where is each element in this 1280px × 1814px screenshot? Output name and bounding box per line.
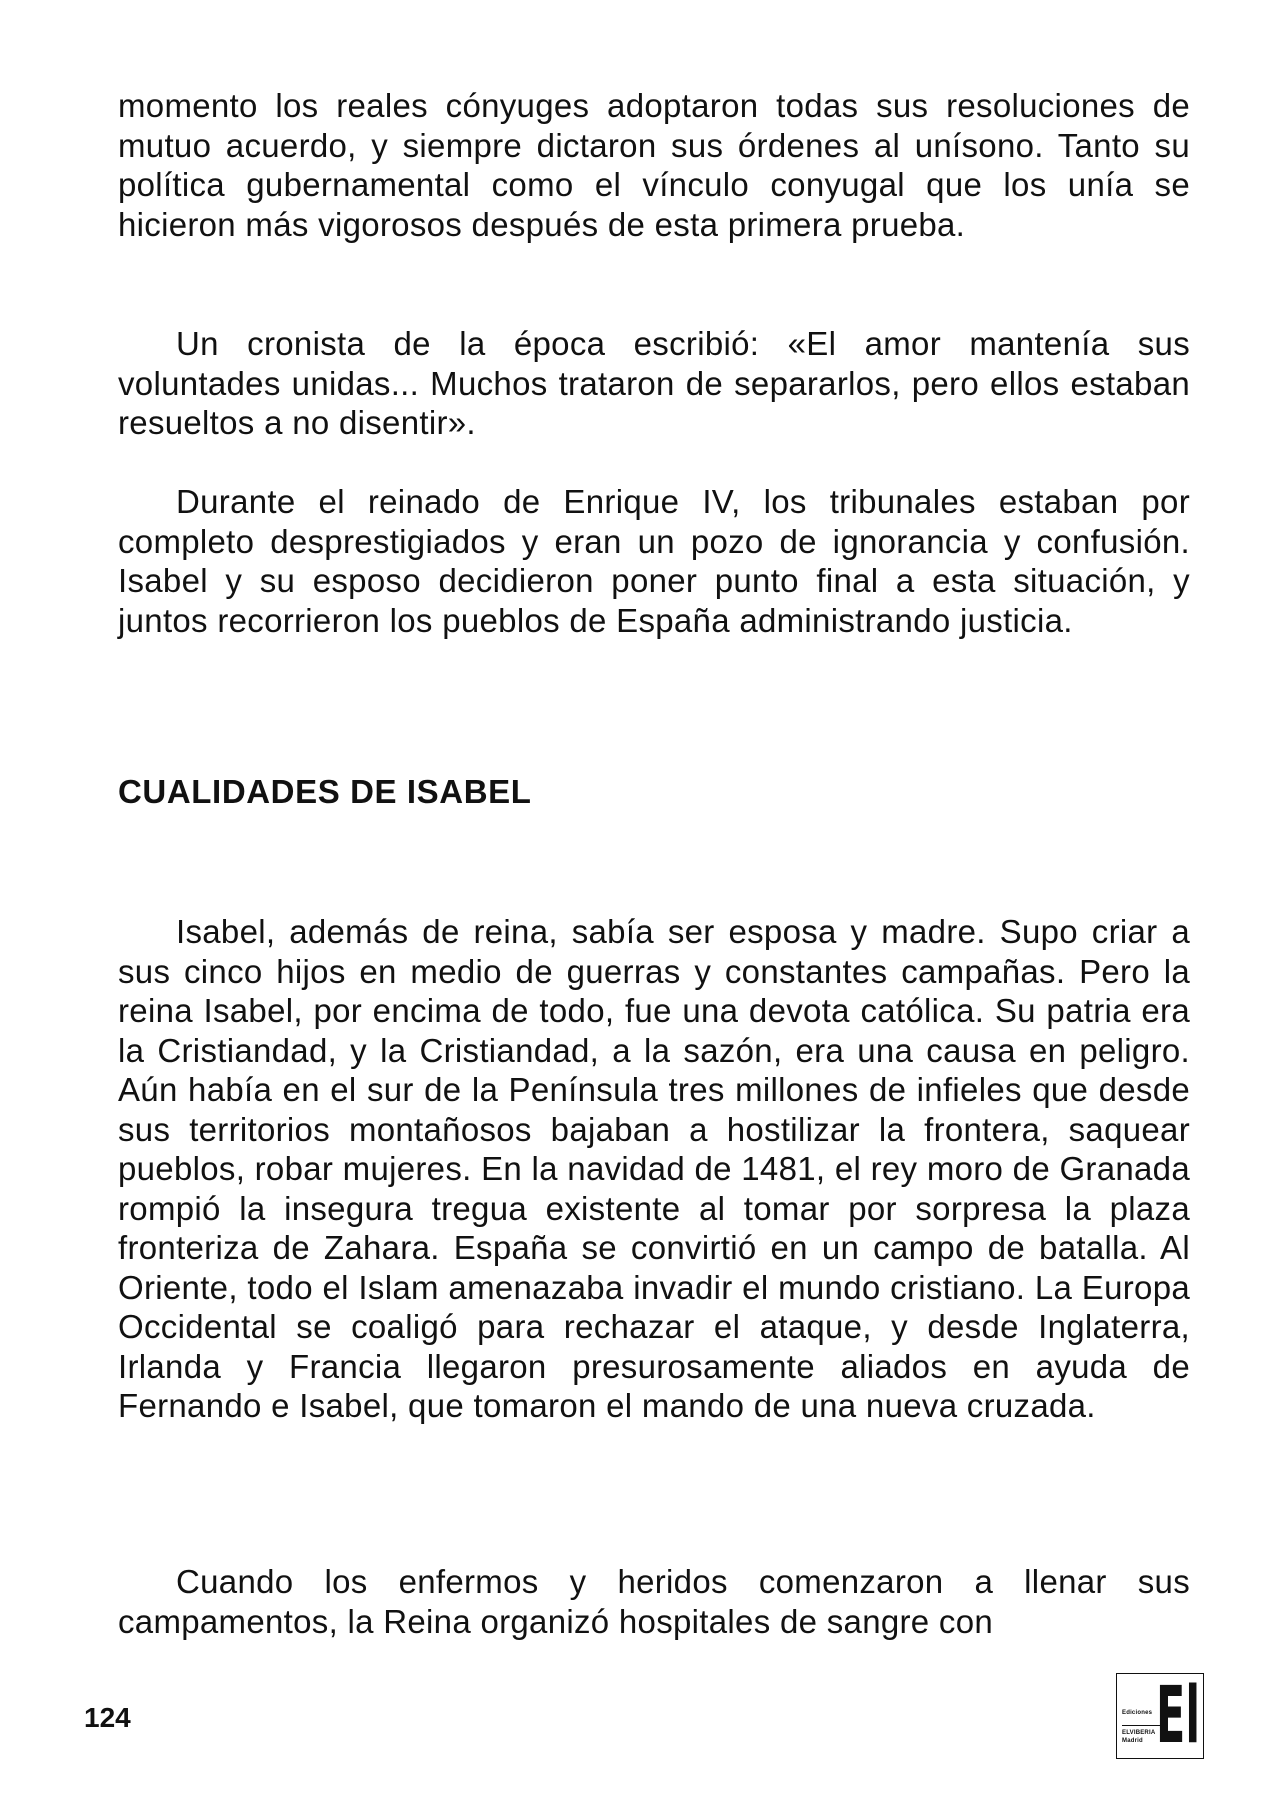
paragraph-chronicler-quote: Un cronista de la época escribió: «El amor mantenía sus voluntades unidas... Muchos trataron de separarlos, pero ellos estaban resueltos a no disentir». bbox=[118, 325, 1190, 441]
publisher-logo bbox=[1116, 1673, 1204, 1759]
page-number: 124 bbox=[84, 1702, 131, 1733]
publisher-logo-city: Madrid bbox=[1122, 1738, 1143, 1744]
publisher-logo-label: Ediciones bbox=[1122, 1710, 1153, 1716]
publisher-logo-mark: El bbox=[1155, 1671, 1200, 1761]
paragraph-hospitals: Cuando los enfermos y heridos comenzaron a llenar sus campamentos, la Reina organizó hospitales de sangre con bbox=[118, 1563, 1190, 1640]
paragraph-continuation: momento los reales cónyuges adoptaron todas sus resoluciones de mutuo acuerdo, y siempre dictaron sus órdenes al unísono. Tanto su política gubernamental como el vínculo conyugal que los unía se hicieron más vigorosos después de esta primera prueba. bbox=[118, 87, 1190, 243]
section-heading: CUALIDADES DE ISABEL bbox=[118, 773, 532, 810]
publisher-logo-name: ELVIBERIA bbox=[1122, 1730, 1156, 1736]
paragraph-tribunals: Durante el reinado de Enrique IV, los tribunales estaban por completo desprestigiados y eran un pozo de ignorancia y confusión. Isabel y su esposo decidieron poner punto final a esta situación, y juntos recorrieron los pueblos de España administrando justicia. bbox=[118, 483, 1190, 639]
paragraph-qualities: Isabel, además de reina, sabía ser esposa y madre. Supo criar a sus cinco hijos en medio de guerras y constantes campañas. Pero la reina Isabel, por encima de todo, fue una devota católica. Su patria era la Cristiandad, y la Cristiandad, a la sazón, era una causa en peligro. Aún había en el sur de la Península tres millones de infieles que desde sus territorios montañosos bajaban a hostilizar la frontera, saquear pueblos, robar mujeres. En la navidad de 1481, el rey moro de Granada rompió la insegura tregua existente al tomar por sorpresa la plaza fronteriza de Zahara. España se convirtió en un campo de batalla. Al Oriente, todo el Islam amenazaba invadir el mundo cristiano. La Europa Occidental se coaligó para rechazar el ataque, y desde Inglaterra, Irlanda y Francia llegaron presurosamente aliados en ayuda de Fernando e Isabel, que tomaron el mando de una nueva cruzada. bbox=[118, 913, 1190, 1424]
